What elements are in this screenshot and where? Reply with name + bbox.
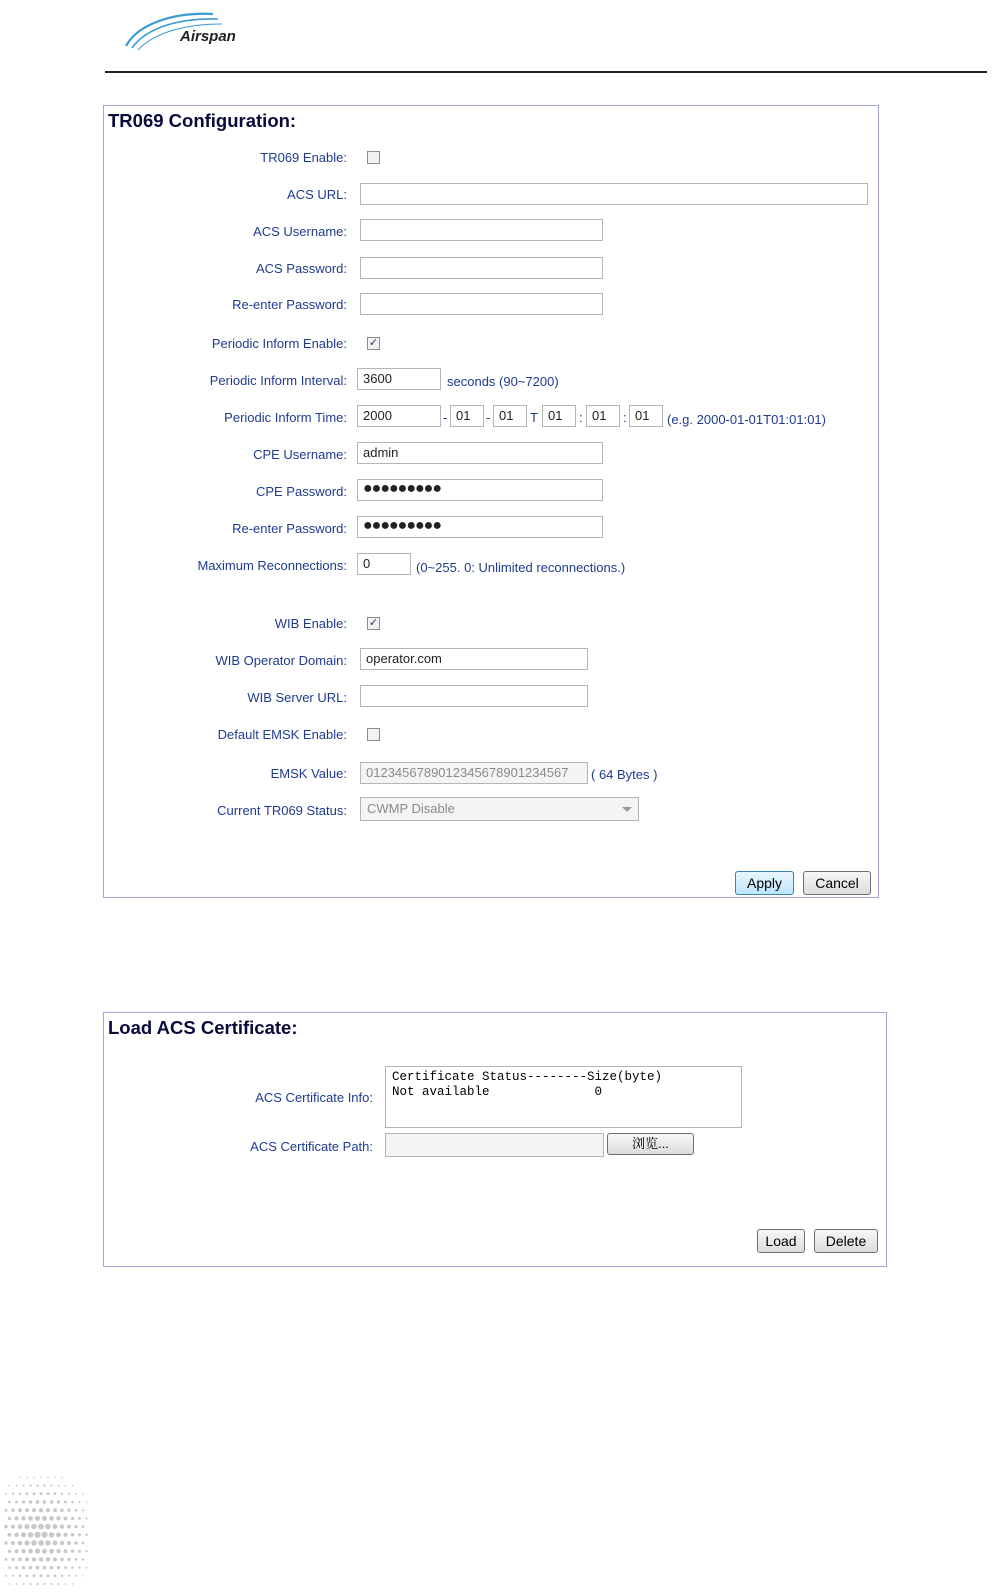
browse-button[interactable]: 浏览... bbox=[607, 1133, 694, 1155]
emsk-value-label: EMSK Value: bbox=[270, 766, 347, 781]
periodic-enable-label: Periodic Inform Enable: bbox=[211, 336, 347, 351]
time-day-input[interactable]: 01 bbox=[493, 405, 527, 427]
time-t-separator: T bbox=[530, 410, 538, 425]
decorative-dots bbox=[0, 1455, 110, 1594]
wib-enable-label: WIB Enable: bbox=[274, 616, 347, 631]
time-hour-input[interactable]: 01 bbox=[542, 405, 576, 427]
airspan-logo bbox=[118, 8, 293, 56]
wib-domain-input[interactable]: operator.com bbox=[360, 648, 588, 670]
acs-reenter-password-input[interactable] bbox=[360, 293, 603, 315]
periodic-interval-label: Periodic Inform Interval: bbox=[209, 373, 347, 388]
delete-button[interactable]: Delete bbox=[814, 1229, 878, 1253]
time-sec-input[interactable]: 01 bbox=[629, 405, 663, 427]
default-emsk-enable-label: Default EMSK Enable: bbox=[217, 727, 347, 742]
logo-text: Airspan bbox=[180, 28, 236, 45]
acs-password-label: ACS Password: bbox=[255, 261, 347, 276]
panel-title: TR069 Configuration: bbox=[108, 110, 297, 131]
time-month-input[interactable]: 01 bbox=[450, 405, 484, 427]
current-status-value: CWMP Disable bbox=[367, 801, 455, 816]
apply-button[interactable]: Apply bbox=[735, 871, 794, 895]
cpe-reenter-password-label: Re-enter Password: bbox=[232, 521, 347, 536]
cpe-password-input[interactable]: ●●●●●●●●● bbox=[357, 479, 603, 501]
reconnect-hint: (0~255. 0: Unlimited reconnections.) bbox=[416, 560, 626, 575]
acs-cert-info-box: Certificate Status--------Size(byte) Not available 0 bbox=[385, 1066, 742, 1128]
default-emsk-enable-checkbox[interactable] bbox=[367, 728, 380, 741]
periodic-time-label: Periodic Inform Time: bbox=[224, 410, 347, 425]
emsk-value-input: 0123456789012345678901234567 bbox=[360, 762, 588, 784]
wib-server-url-label: WIB Server URL: bbox=[247, 690, 347, 705]
cpe-reenter-password-input[interactable]: ●●●●●●●●● bbox=[357, 516, 603, 538]
time-dash-2: - bbox=[486, 410, 491, 425]
wib-domain-label: WIB Operator Domain: bbox=[215, 653, 347, 668]
time-min-input[interactable]: 01 bbox=[586, 405, 620, 427]
current-status-label: Current TR069 Status: bbox=[217, 803, 347, 818]
acs-username-label: ACS Username: bbox=[253, 224, 347, 239]
time-hint: (e.g. 2000-01-01T01:01:01) bbox=[667, 412, 826, 427]
acs-cert-info-label: ACS Certificate Info: bbox=[255, 1090, 373, 1105]
wib-server-url-input[interactable] bbox=[360, 685, 588, 707]
header-rule bbox=[105, 71, 987, 73]
max-reconnections-input[interactable]: 0 bbox=[357, 553, 411, 575]
panel-title: Load ACS Certificate: bbox=[108, 1017, 298, 1038]
periodic-enable-checkbox[interactable]: ✓ bbox=[368, 337, 379, 349]
current-status-select bbox=[360, 797, 639, 821]
tr069-config-panel bbox=[103, 105, 879, 898]
cancel-button[interactable]: Cancel bbox=[803, 871, 871, 895]
acs-username-input[interactable] bbox=[360, 219, 603, 241]
cpe-username-input[interactable]: admin bbox=[357, 442, 603, 464]
time-year-input[interactable]: 2000 bbox=[357, 405, 441, 427]
tr069-enable-checkbox[interactable] bbox=[367, 151, 380, 164]
acs-reenter-password-label: Re-enter Password: bbox=[232, 297, 347, 312]
dropdown-arrow-icon bbox=[622, 807, 632, 812]
emsk-hint: ( 64 Bytes ) bbox=[591, 767, 658, 782]
time-colon-1: : bbox=[579, 410, 583, 425]
cpe-username-label: CPE Username: bbox=[253, 447, 347, 462]
cpe-password-label: CPE Password: bbox=[255, 484, 347, 499]
interval-hint: seconds (90~7200) bbox=[447, 374, 559, 389]
load-button[interactable]: Load bbox=[757, 1229, 805, 1253]
max-reconnections-label: Maximum Reconnections: bbox=[197, 558, 347, 573]
acs-cert-path-input[interactable] bbox=[385, 1133, 604, 1157]
acs-password-input[interactable] bbox=[360, 257, 603, 279]
tr069-enable-label: TR069 Enable: bbox=[260, 150, 347, 165]
time-dash-1: - bbox=[443, 410, 448, 425]
load-acs-certificate-panel bbox=[103, 1012, 887, 1267]
wib-enable-checkbox[interactable]: ✓ bbox=[368, 617, 379, 629]
time-colon-2: : bbox=[623, 410, 627, 425]
acs-cert-path-label: ACS Certificate Path: bbox=[250, 1139, 373, 1154]
acs-url-label: ACS URL: bbox=[287, 187, 347, 202]
periodic-interval-input[interactable]: 3600 bbox=[357, 368, 441, 390]
acs-url-input[interactable] bbox=[360, 183, 868, 205]
